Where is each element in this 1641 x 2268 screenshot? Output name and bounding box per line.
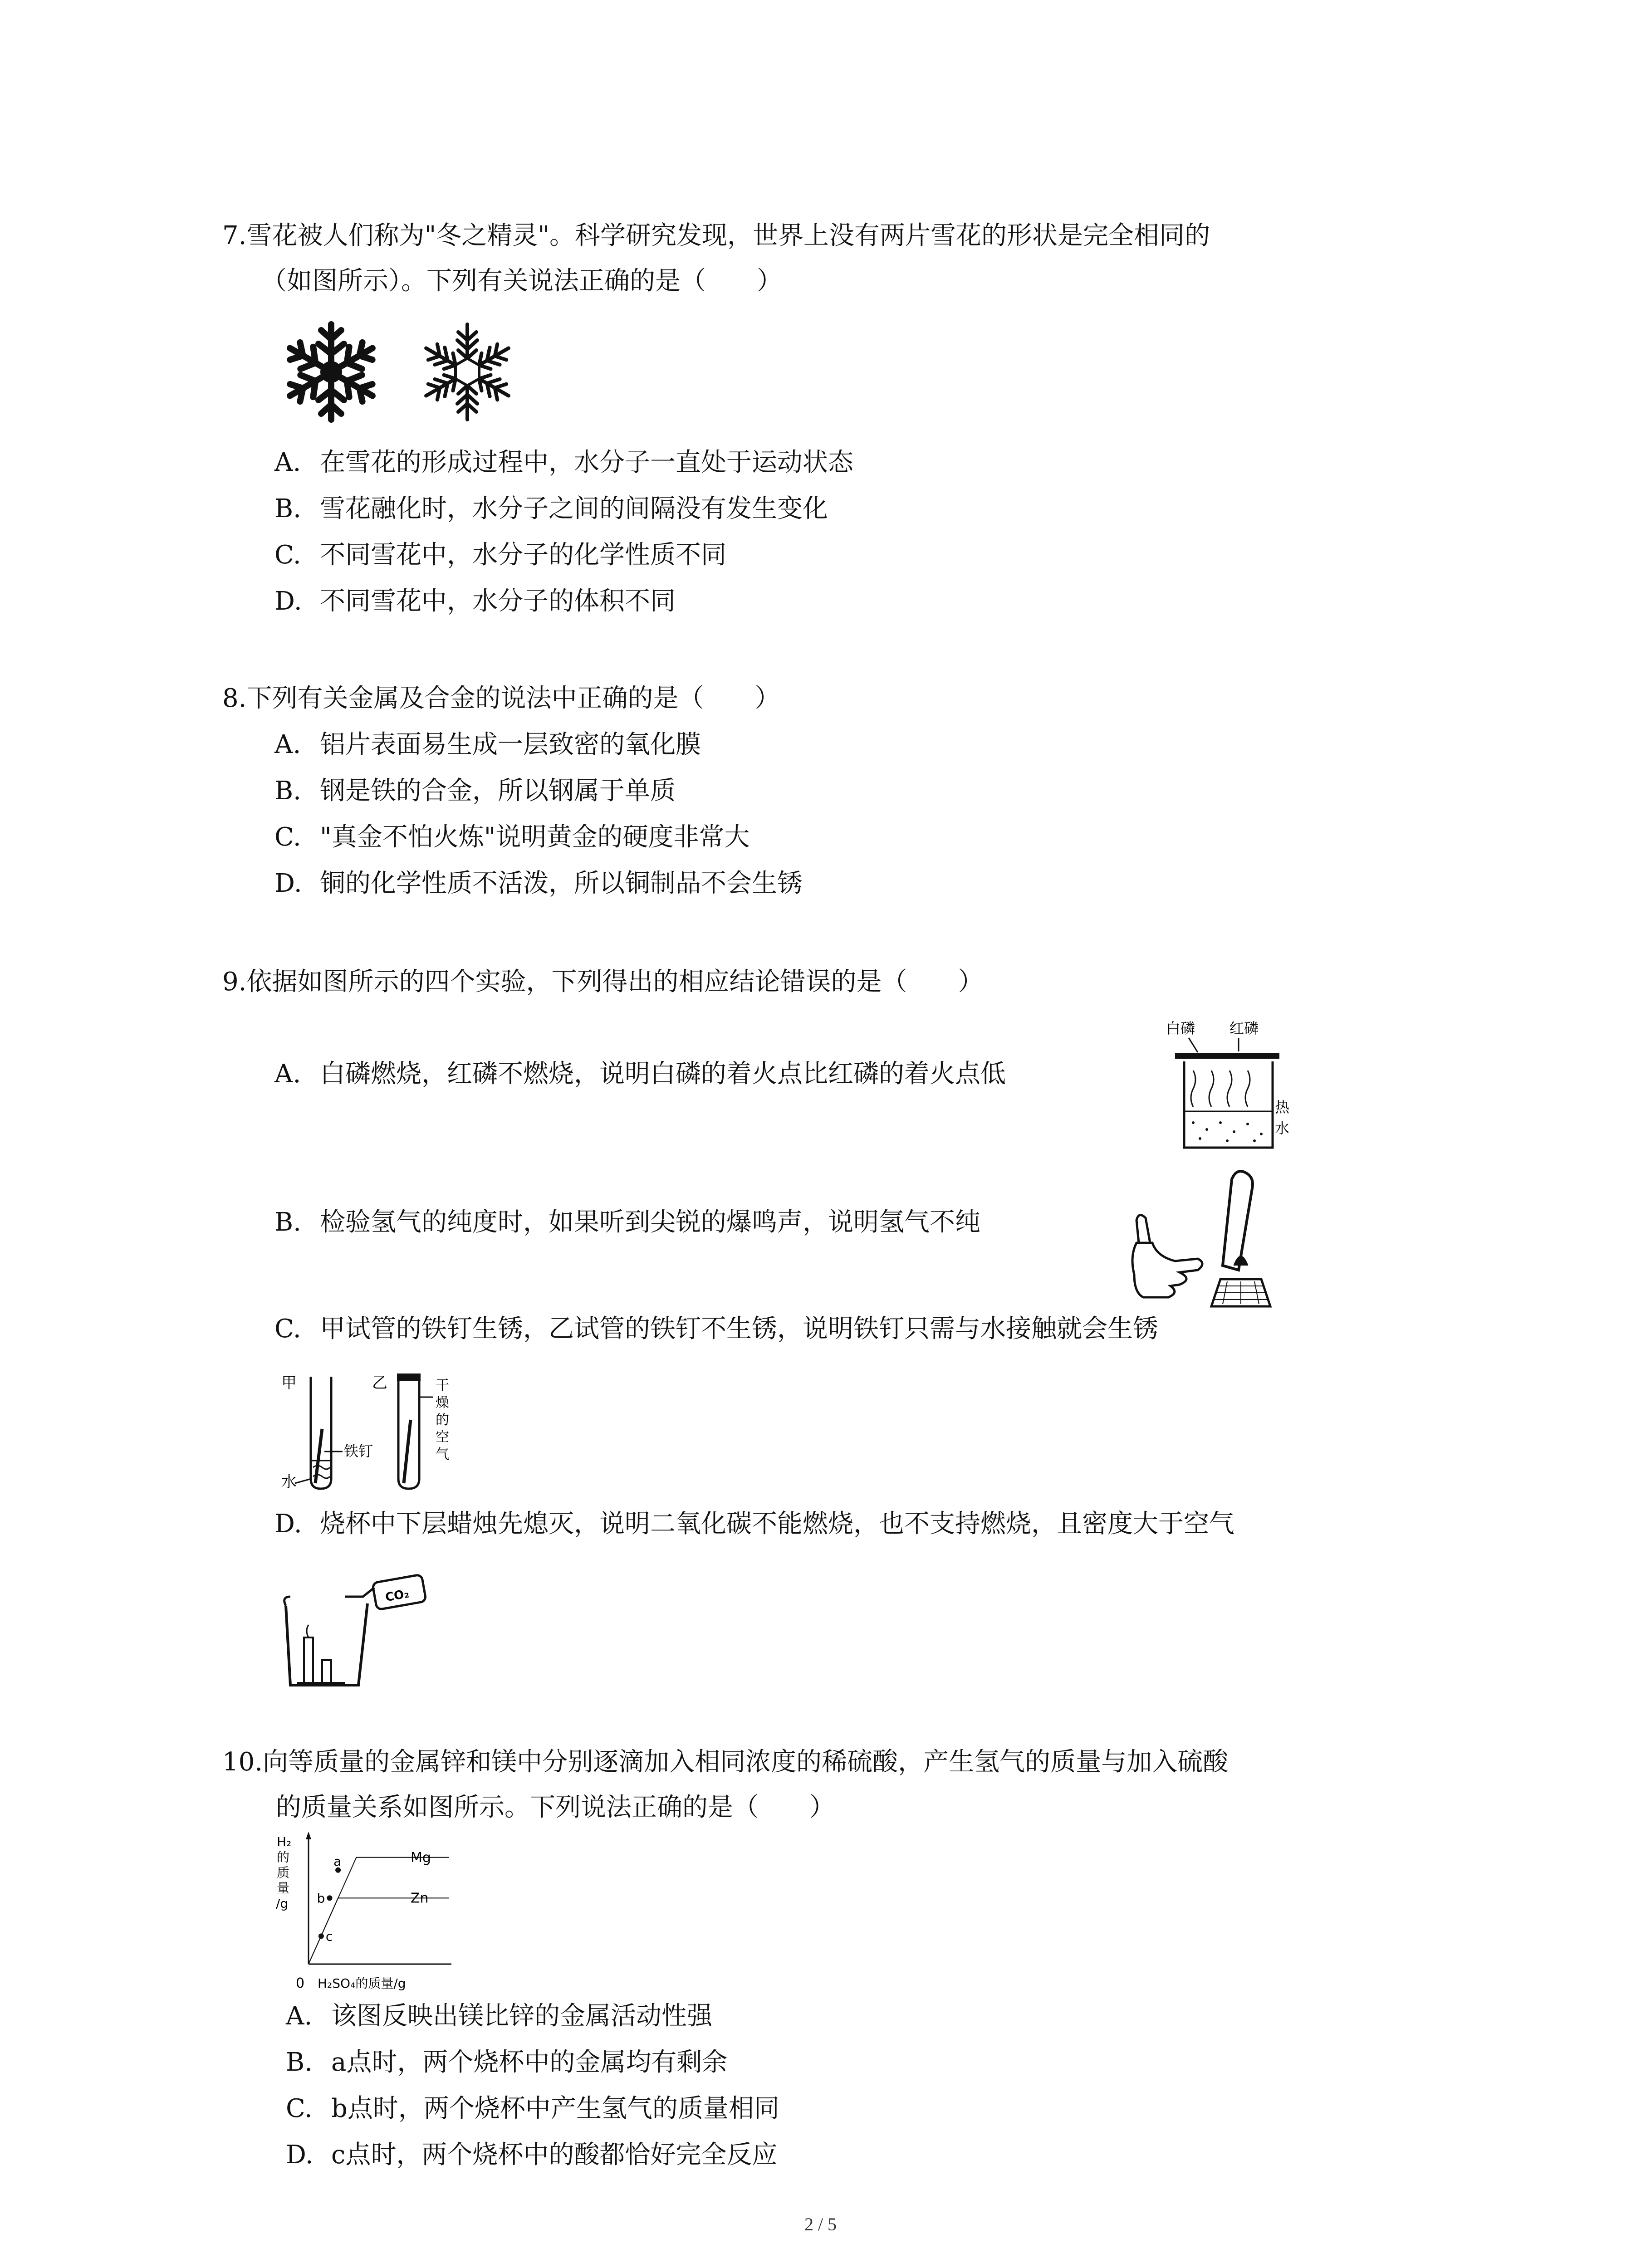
question-stem: 向等质量的金属锌和镁中分别逐滴加入相同浓度的稀硫酸，产生氢气的质量与加入硫酸 — [263, 1747, 1229, 1777]
page-number: 2 / 5 — [804, 2214, 837, 2234]
y-axis-label-1: H₂ — [277, 1834, 292, 1849]
point-label-a: a — [333, 1853, 342, 1869]
point-b — [327, 1895, 333, 1901]
tube-jia-label: 甲 — [281, 1374, 297, 1392]
option-c[interactable]: C. 不同雪花中，水分子的化学性质不同 — [274, 540, 726, 570]
snowflake-icon — [284, 324, 379, 420]
question-number: 10. — [222, 1747, 263, 1777]
y-axis-label-2: 的 — [277, 1850, 290, 1865]
series-line-mg — [309, 1857, 449, 1964]
y-axis-label-5: /g — [276, 1896, 289, 1911]
option-a[interactable]: A. 白磷燃烧，红磷不燃烧，说明白磷的着火点比红磷的着火点低 — [274, 1059, 1006, 1089]
option-d[interactable]: D. c点时，两个烧杯中的酸都恰好完全反应 — [286, 2140, 778, 2170]
question-stem-cont: 的质量关系如图所示。下列说法正确的是（ ） — [276, 1793, 835, 1822]
hydrogen-purity-test-figure — [1125, 1166, 1307, 1311]
hot-label: 热 — [1275, 1099, 1290, 1116]
point-c — [318, 1933, 324, 1939]
option-b[interactable]: B. 钢是铁的合金，所以钢属于单质 — [274, 776, 676, 806]
question-number: 7. — [222, 221, 247, 250]
point-label-c: c — [325, 1929, 333, 1944]
phosphorus-experiment-figure — [1161, 1016, 1293, 1157]
option-c[interactable]: C. 甲试管的铁钉生锈，乙试管的铁钉不生锈，说明铁钉只需与水接触就会生锈 — [274, 1314, 1158, 1344]
dry-air-label-5: 气 — [436, 1447, 449, 1462]
snowflake-icon — [421, 324, 514, 420]
question-stem: 依据如图所示的四个实验，下列得出的相应结论错误的是（ ） — [246, 967, 984, 997]
option-a[interactable]: A. 该图反映出镁比锌的金属活动性强 — [286, 2001, 712, 2031]
question-7 — [222, 213, 1456, 304]
option-b[interactable]: B. a点时，两个烧杯中的金属均有剩余 — [286, 2048, 728, 2077]
question-8 — [222, 676, 1456, 721]
question-stem: 下列有关金属及合金的说法中正确的是（ ） — [246, 684, 780, 713]
water-label: 水 — [281, 1473, 297, 1491]
dry-air-label-1: 干 — [436, 1378, 449, 1393]
white-phosphorus-label: 白磷 — [1166, 1020, 1195, 1037]
dry-air-label-4: 空 — [436, 1429, 449, 1445]
question-stem-cont: （如图所示）。下列有关说法正确的是（ ） — [261, 266, 782, 296]
tube-yi-label: 乙 — [372, 1374, 387, 1392]
series-label-mg: Mg — [411, 1849, 431, 1866]
option-c[interactable]: C. b点时，两个烧杯中产生氢气的质量相同 — [286, 2094, 779, 2123]
question-stem: 雪花被人们称为"冬之精灵"。科学研究发现，世界上没有两片雪花的形状是完全相同的 — [246, 221, 1210, 250]
iron-nail-test-tubes-figure — [281, 1370, 476, 1492]
dry-air-label-3: 的 — [436, 1412, 449, 1428]
y-axis-label-3: 质 — [277, 1865, 290, 1880]
snowflake-figure — [272, 318, 526, 426]
option-b[interactable]: B. 雪花融化时，水分子之间的间隔没有发生变化 — [274, 494, 828, 523]
water-label: 水 — [1275, 1119, 1290, 1137]
option-b[interactable]: B. 检验氢气的纯度时，如果听到尖锐的爆鸣声，说明氢气不纯 — [274, 1207, 980, 1237]
series-label-zn: Zn — [411, 1890, 429, 1906]
option-d[interactable]: D. 烧杯中下层蜡烛先熄灭，说明二氧化碳不能燃烧，也不支持燃烧，且密度大于空气 — [274, 1509, 1234, 1539]
option-d[interactable]: D. 铜的化学性质不活泼，所以铜制品不会生锈 — [274, 869, 803, 898]
y-axis-label-4: 量 — [277, 1881, 290, 1896]
question-number: 9. — [222, 967, 247, 997]
iron-nail-label: 铁钉 — [344, 1442, 373, 1460]
option-c[interactable]: C. "真金不怕火炼"说明黄金的硬度非常大 — [274, 822, 750, 852]
dry-air-label-2: 燥 — [436, 1395, 449, 1411]
question-number: 8. — [222, 684, 247, 713]
origin-label: 0 — [296, 1975, 305, 1991]
point-label-b: b — [317, 1891, 325, 1906]
co2-candle-beaker-figure — [277, 1569, 426, 1692]
option-d[interactable]: D. 不同雪花中，水分子的体积不同 — [274, 587, 676, 616]
question-9 — [222, 959, 1456, 1005]
x-axis-label: H₂SO₄的质量/g — [318, 1976, 406, 1991]
co2-label: CO₂ — [384, 1587, 411, 1605]
hydrogen-mass-chart — [272, 1828, 463, 2000]
question-10 — [222, 1740, 1456, 1830]
option-a[interactable]: A. 在雪花的形成过程中，水分子一直处于运动状态 — [274, 448, 853, 477]
red-phosphorus-label: 红磷 — [1230, 1020, 1259, 1037]
option-a[interactable]: A. 铝片表面易生成一层致密的氧化膜 — [274, 730, 701, 759]
